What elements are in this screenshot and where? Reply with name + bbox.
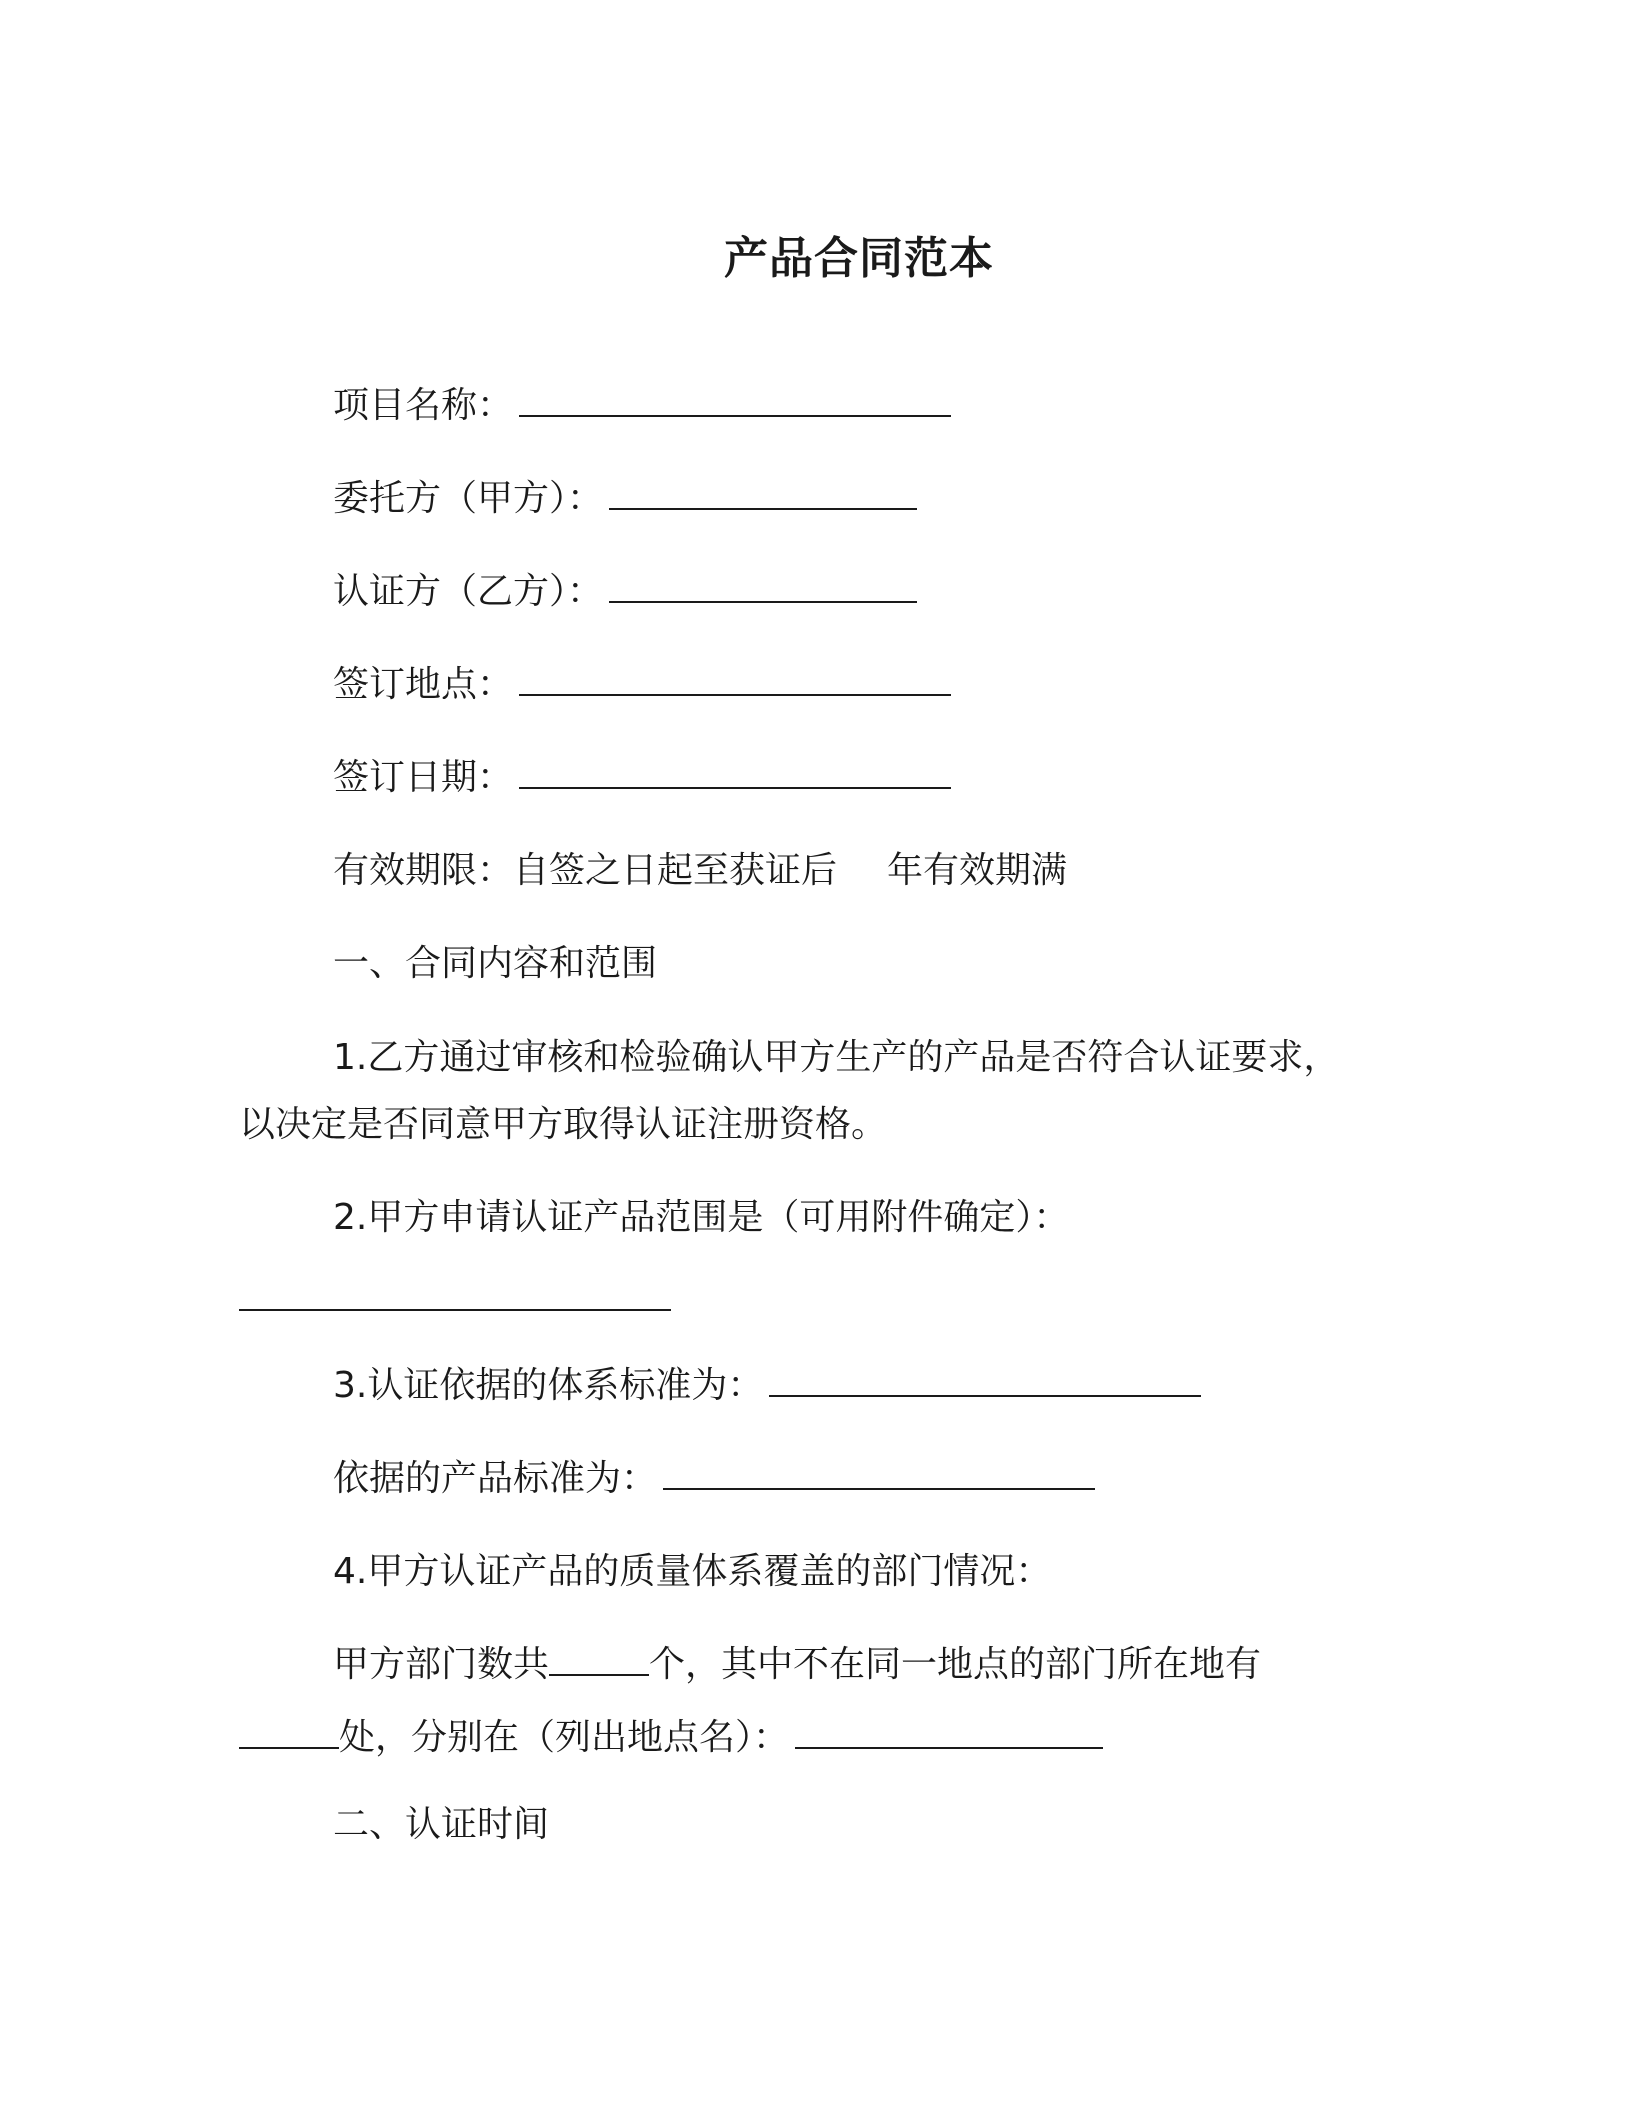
- item4-places-row: [239, 1716, 1103, 1760]
- dept-count-blank[interactable]: [549, 1644, 649, 1676]
- validity-label: 有效期限：自签之日起至获证后: [333, 850, 838, 891]
- certifier-label: 认证方（乙方）：: [333, 571, 604, 612]
- client-label: 委托方（甲方）：: [333, 478, 604, 519]
- client-row: [333, 477, 917, 521]
- item2-blank[interactable]: [239, 1279, 671, 1311]
- sign-place-label: 签订地点：: [333, 664, 514, 705]
- item1-line2: 以决定是否同意甲方取得认证注册资格。: [239, 1104, 888, 1145]
- item3-product-label: 依据的产品标准为：: [333, 1458, 658, 1499]
- item4-dept-prefix: 甲方部门数共: [333, 1644, 550, 1685]
- sign-place-blank[interactable]: [519, 664, 951, 696]
- project-name-row: [333, 384, 951, 428]
- project-name-blank[interactable]: [519, 385, 951, 417]
- places-count-blank[interactable]: [239, 1717, 339, 1749]
- item3-product-blank[interactable]: [663, 1458, 1095, 1490]
- item3-label: 3.认证依据的体系标准为：: [333, 1365, 764, 1406]
- places-names-blank[interactable]: [795, 1717, 1103, 1749]
- certifier-blank[interactable]: [609, 571, 917, 603]
- item4-places-suffix: 处，分别在（列出地点名）：: [339, 1717, 790, 1758]
- item4-dept-row: [333, 1643, 1261, 1687]
- item1-line1: 1.乙方通过审核和检验确认甲方生产的产品是否符合认证要求，: [333, 1037, 1340, 1078]
- sign-date-row: [333, 756, 951, 800]
- validity-row: [333, 849, 1067, 893]
- section2-heading: 二、认证时间: [333, 1804, 550, 1845]
- item2-text: 2.甲方申请认证产品范围是（可用附件确定）：: [333, 1197, 1070, 1238]
- item3-row: [333, 1364, 1201, 1408]
- item4-text: 4.甲方认证产品的质量体系覆盖的部门情况：: [333, 1551, 1052, 1592]
- item4-dept-mid: 个，其中不在同一地点的部门所在地有: [649, 1644, 1262, 1685]
- section1-heading: 一、合同内容和范围: [333, 943, 658, 984]
- item2-blank-row: [239, 1278, 671, 1322]
- client-blank[interactable]: [609, 478, 917, 510]
- sign-place-row: [333, 663, 951, 707]
- item3-blank[interactable]: [769, 1365, 1201, 1397]
- project-name-label: 项目名称：: [333, 385, 514, 426]
- validity-suffix: 年有效期满: [887, 850, 1068, 891]
- certifier-row: [333, 570, 917, 614]
- sign-date-blank[interactable]: [519, 757, 951, 789]
- document-title: 产品合同范本: [724, 233, 994, 284]
- item3-product-row: [333, 1457, 1095, 1501]
- sign-date-label: 签订日期：: [333, 757, 514, 798]
